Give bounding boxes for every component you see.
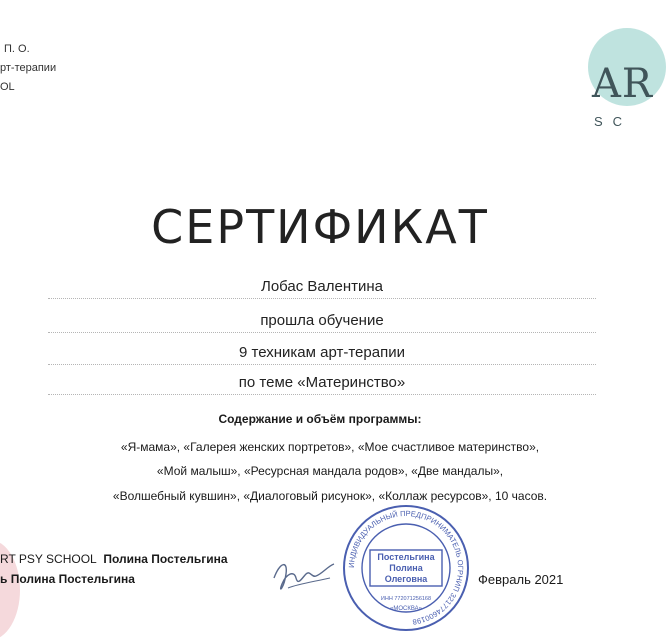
organization-block bbox=[0, 40, 56, 97]
program-line-1: «Я-мама», «Галерея женских портретов», «Мое счастливое материнство», bbox=[120, 440, 540, 454]
program-line-2: «Мой малыш», «Ресурсная мандала родов», «Две мандалы», bbox=[156, 464, 504, 478]
director-name: Полина Постельгина bbox=[103, 552, 228, 566]
signature-line-teacher bbox=[0, 572, 135, 586]
school-name: RT PSY SCHOOL bbox=[0, 552, 97, 566]
issue-date: Февраль 2021 bbox=[478, 572, 564, 587]
certificate-title: СЕРТИФИКАТ bbox=[151, 200, 489, 254]
stamp-patronymic: Олеговна bbox=[384, 574, 428, 584]
stamp-surname: Постельгина bbox=[377, 552, 435, 562]
course-name: 9 техникам арт-терапии bbox=[48, 342, 596, 365]
program-line-3: «Волшебный кувшин», «Диалоговый рисунок», «Коллаж ресурсов», 10 часов. bbox=[112, 489, 548, 503]
program-heading: Содержание и объём программы: bbox=[218, 412, 422, 426]
course-topic: по теме «Материнство» bbox=[48, 372, 596, 395]
org-line-3: OL bbox=[0, 81, 15, 93]
org-line-1: П. О. bbox=[4, 43, 30, 55]
logo-text: AR bbox=[592, 61, 654, 107]
handwritten-signature bbox=[268, 548, 340, 602]
teacher-prefix: ь bbox=[0, 572, 8, 586]
stamp-ring-text: ИНДИВИДУАЛЬНЫЙ ПРЕДПРИНИМАТЕЛЬ ОГРНИП 321774600198 bbox=[346, 508, 466, 627]
seal-stamp bbox=[340, 502, 472, 634]
stamp-first-name: Полина bbox=[389, 563, 423, 573]
logo-subtext: SC bbox=[594, 114, 633, 129]
stamp-city: «МОСКВА» bbox=[390, 606, 422, 612]
org-line-2: рт-терапии bbox=[0, 62, 57, 74]
school-logo bbox=[580, 20, 670, 129]
signature-line-school bbox=[0, 552, 228, 566]
completion-status: прошла обучение bbox=[48, 310, 596, 333]
recipient-name: Лобас Валентина bbox=[48, 276, 596, 299]
stamp-inn: ИНН 772071256168 bbox=[380, 596, 432, 602]
teacher-name: Полина Постельгина bbox=[10, 572, 135, 586]
